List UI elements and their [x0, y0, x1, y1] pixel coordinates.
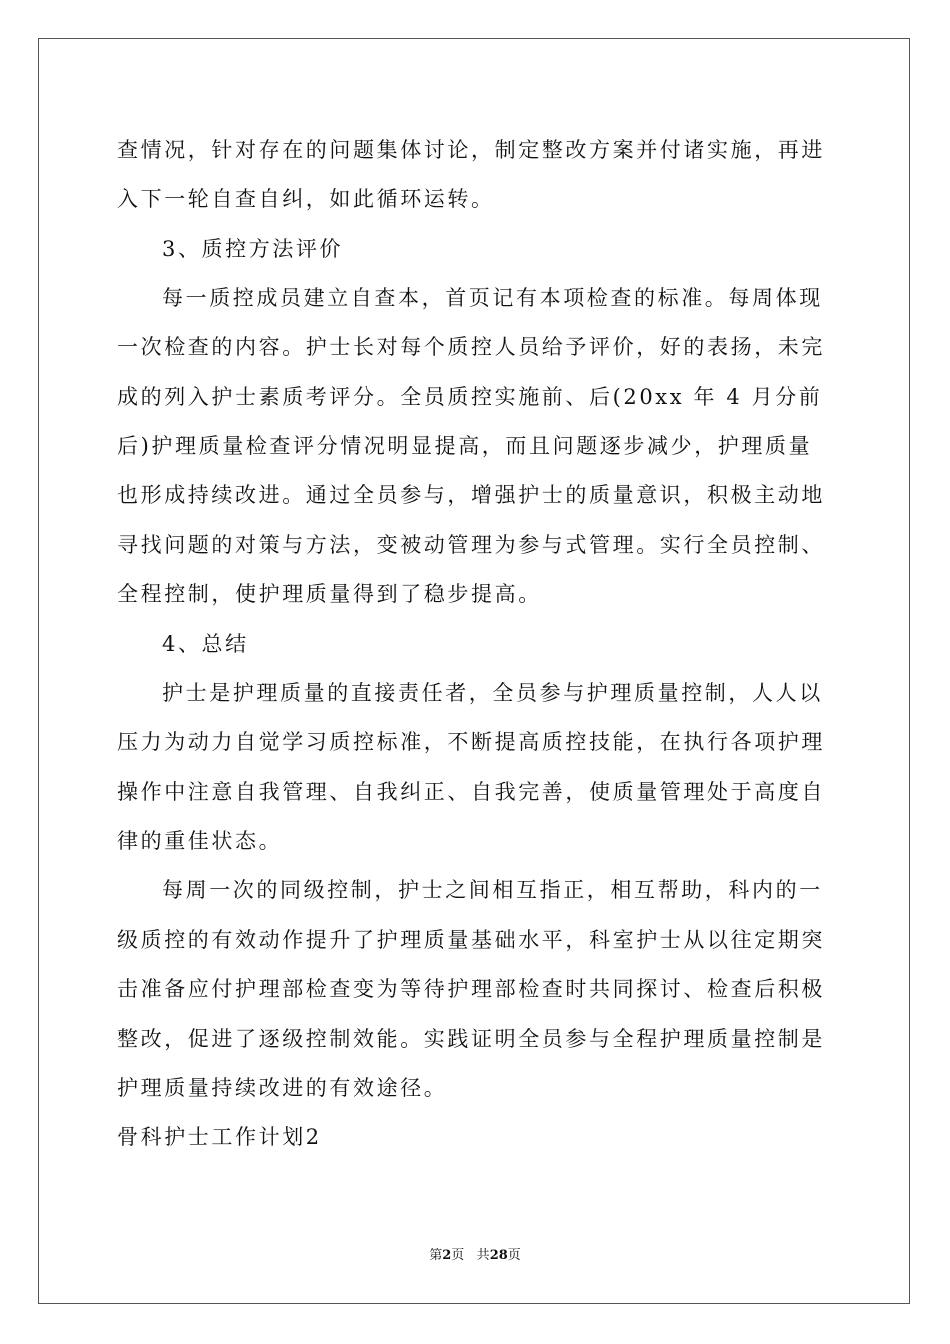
text-line: 后)护理质量检查评分情况明显提高，而且问题逐步减少，护理质量: [117, 434, 813, 458]
text-line: 每周一次的同级控制，护士之间相互指正，相互帮助，科内的一: [162, 878, 823, 902]
page-current: 2: [442, 1248, 452, 1263]
text-line: 全程控制，使护理质量得到了稳步提高。: [117, 582, 542, 606]
text-line: 整改，促进了逐级控制效能。实践证明全员参与全程护理质量控制是: [117, 1027, 825, 1051]
text-line: 也形成持续改进。通过全员参与，增强护士的质量意识，积极主动地: [117, 483, 825, 507]
page-prefix: 第: [429, 1248, 443, 1263]
document-title: 骨科护士工作计划2: [117, 1125, 322, 1149]
text-line: 操作中注意自我管理、自我纠正、自我完善，使质量管理处于高度自: [117, 780, 825, 804]
text-line: 护理质量持续改进的有效途径。: [117, 1076, 448, 1100]
text-line: 寻找问题的对策与方法，变被动管理为参与式管理。实行全员控制、: [117, 533, 825, 557]
page-footer: [0, 1248, 950, 1264]
text-line: 护士是护理质量的直接责任者，全员参与护理质量控制，人人以: [162, 681, 823, 705]
section-heading: 3、质控方法评价: [162, 237, 344, 261]
total-suffix: 页: [507, 1248, 521, 1263]
total-prefix: 共: [476, 1248, 490, 1263]
text-line: 查情况，针对存在的问题集体讨论，制定整改方案并付诸实施，再进: [117, 138, 825, 162]
section-heading: 4、总结: [162, 632, 249, 656]
text-line: 级质控的有效动作提升了护理质量基础水平，科室护士从以往定期突: [117, 928, 825, 952]
text-line: 击准备应付护理部检查变为等待护理部检查时共同探讨、检查后积极: [117, 977, 825, 1001]
text-line: 一次检查的内容。护士长对每个质控人员给予评价，好的表扬，未完: [117, 335, 825, 359]
text-line: 成的列入护士素质考评分。全员质控实施前、后(20xx 年 4 月分前: [117, 385, 823, 409]
text-line: 压力为动力自觉学习质控标准，不断提高质控技能，在执行各项护理: [117, 730, 825, 754]
page-suffix: 页: [451, 1248, 465, 1263]
text-line: 入下一轮自查自纠，如此循环运转。: [117, 187, 495, 211]
page-total: 28: [489, 1248, 508, 1263]
page-border: [38, 38, 910, 1304]
text-line: 每一质控成员建立自查本，首页记有本项检查的标准。每周体现: [162, 286, 823, 310]
text-line: 律的重佳状态。: [117, 829, 283, 853]
